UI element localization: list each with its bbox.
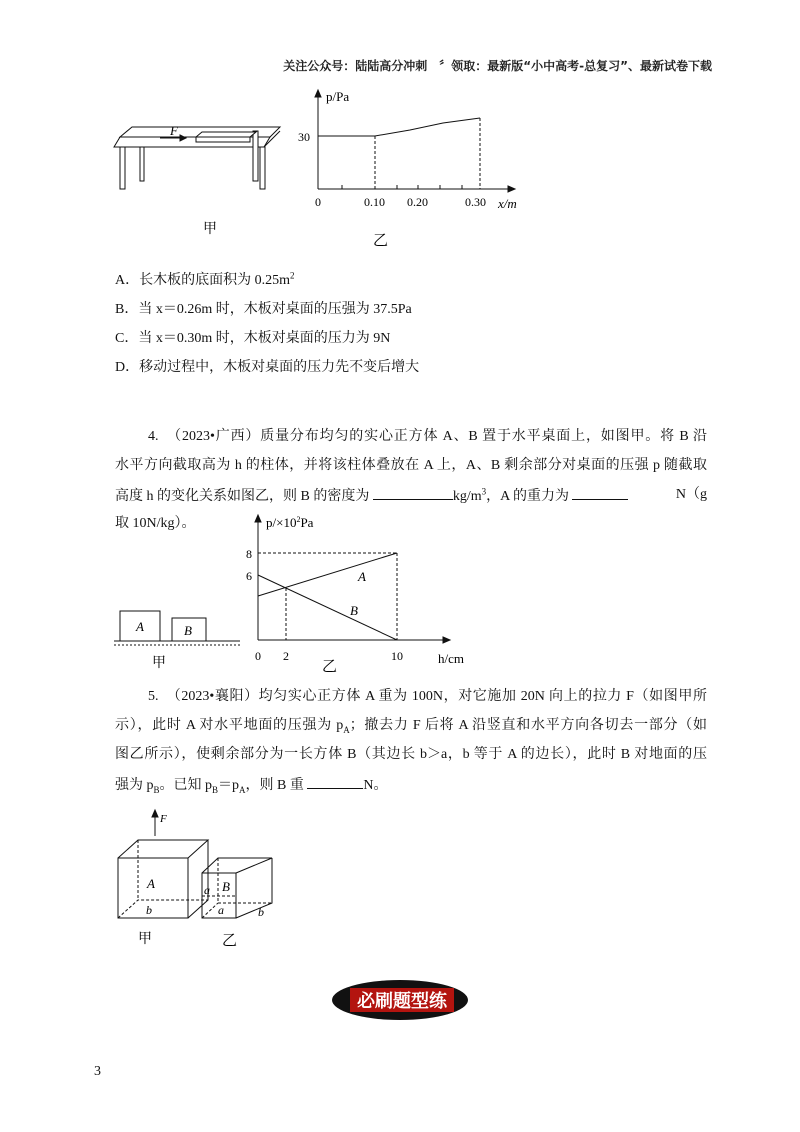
cube-a — [118, 810, 208, 918]
option-a: A．长木板的底面积为 $0.25m^2$ — [115, 270, 295, 288]
x-axis-label: h/cm — [438, 651, 464, 666]
option-c: C．当 x＝0.30m 时，木板对桌面的压力为 9N — [115, 331, 391, 346]
line-b-label: B — [350, 603, 358, 618]
x-axis-label: x/m — [498, 196, 517, 211]
q4-line: 4. （2023•广西）质量分布均匀的实心正方体 A、B 置于水平桌面上，如图甲。将 B 沿 — [148, 429, 707, 444]
block-b-label: B — [184, 623, 192, 638]
q5-line: 5. （2023•襄阳）均匀实心正方体 A 重为 100N，对它施加 20N 向上的拉力 F（如图甲所 — [148, 689, 707, 704]
figure-blocks-and-pressure-graph — [110, 505, 490, 675]
q4-line: 取 10N/kg）。 — [115, 516, 196, 531]
option-b: B．当 x＝0.26m 时，木板对桌面的压强为 37.5Pa — [115, 302, 412, 317]
y-tick: 6 — [246, 569, 252, 583]
line-a-label: A — [358, 569, 366, 584]
y-tick: 30 — [298, 130, 310, 144]
q5-line: 强为 $p_B$。已知 $p_B=p_A$，则 B 重 N。 — [115, 775, 707, 795]
q5-line: 图乙所示），使剩余部分为一长方体 B（其边长 b＞a，b 等于 A 的边长），此时 B 对地面的压 — [115, 747, 707, 762]
cube-a-label: A — [147, 876, 155, 891]
figure-cubes — [110, 808, 290, 953]
answer-blank-density[interactable] — [373, 486, 453, 500]
edge-b-label: b — [146, 903, 152, 917]
block-a-label: A — [136, 619, 144, 634]
x-tick: 0.10 — [364, 195, 385, 209]
table-drawing — [114, 127, 280, 189]
x-tick: 0 — [255, 649, 261, 663]
edge-a-label: a — [218, 903, 224, 917]
caption-yi: 乙 — [222, 933, 238, 949]
logo-text: 必刷题型练 — [357, 991, 447, 1011]
edge-b-label: b — [258, 905, 264, 919]
block-b-label: B — [222, 879, 230, 894]
y-axis-label: $p/\times 10^2Pa$ — [266, 515, 314, 530]
x-tick: 0 — [315, 195, 321, 209]
x-tick: 0.30 — [465, 195, 486, 209]
caption-jia: 甲 — [138, 932, 152, 947]
answer-blank-b-weight[interactable] — [307, 775, 363, 789]
brand-logo — [330, 972, 470, 1022]
option-d: D．移动过程中，木板对桌面的压力先不变后增大 — [115, 360, 420, 375]
x-tick: 2 — [283, 649, 289, 663]
y-tick: 8 — [246, 547, 252, 561]
blocks-drawing — [114, 611, 240, 645]
figure-table-and-pressure-graph — [110, 85, 530, 250]
pressure-graph — [315, 90, 515, 192]
x-tick: 0.20 — [407, 195, 428, 209]
caption-yi: 乙 — [322, 659, 338, 675]
force-label: F — [160, 813, 167, 825]
q5-line: 示），此时 A 对水平地面的压强为 $p_A$；撤去力 F 后将 A 沿竖直和水平方向各切去一部分（如 — [115, 718, 707, 735]
q4-line: 水平方向截取高为 h 的柱体，并将该柱体叠放在 A 上，A、B 剩余部分对桌面的压强 p 随截取 — [115, 458, 707, 473]
answer-blank-weight[interactable] — [572, 486, 628, 500]
y-axis-label: p/Pa — [326, 89, 350, 104]
caption-jia: 甲 — [203, 222, 217, 237]
force-label: F — [170, 123, 178, 138]
q4-line: 高度 h 的变化关系如图乙，则 B 的密度为 $kg/m^3$，A 的重力为 N（g — [115, 486, 707, 504]
pressure-graph-2 — [255, 515, 450, 643]
page-header: 关注公众号：陆陆高分冲刺 〞领取：最新版“小中高考-总复习”、最新试卷下载 — [283, 59, 712, 73]
page-number: 3 — [94, 1064, 101, 1079]
caption-yi: 乙 — [373, 233, 389, 249]
x-tick: 10 — [391, 649, 403, 663]
caption-jia: 甲 — [152, 656, 166, 671]
edge-a-label: a — [204, 883, 210, 897]
